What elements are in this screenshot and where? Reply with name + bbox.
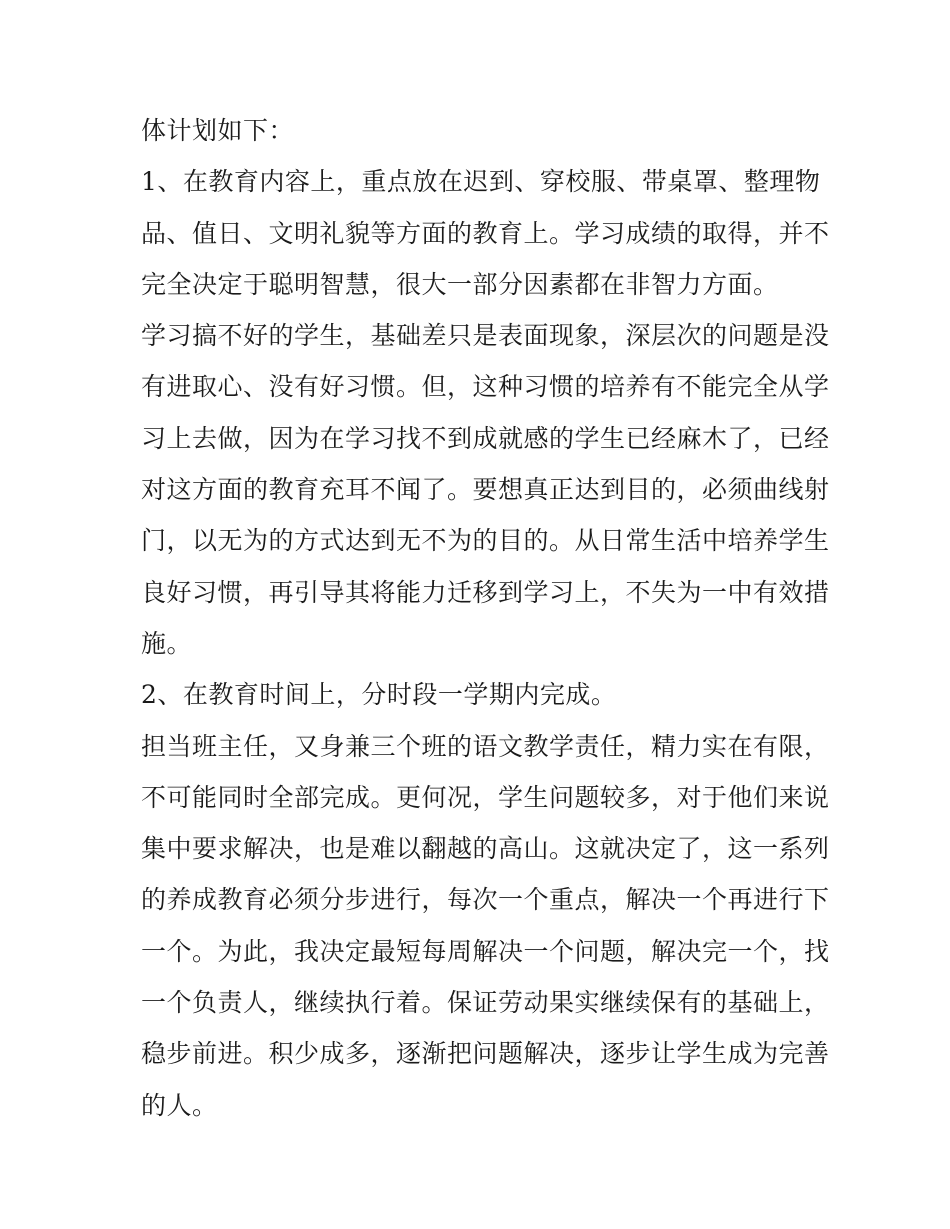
- text-line: 体计划如下：: [141, 116, 295, 145]
- text-line: 1、在教育内容上，重点放在迟到、穿校服、带桌罩、整理物: [141, 167, 821, 197]
- text-line: 对这方面的教育充耳不闻了。要想真正达到目的，必须曲线射: [141, 475, 830, 505]
- text-line: 集中要求解决，也是难以翻越的高山。这就决定了，这一系列: [141, 834, 830, 864]
- text-line: 一个。为此，我决定最短每周解决一个问题，解决完一个，找: [141, 936, 830, 966]
- text-line: 良好习惯，再引导其将能力迁移到学习上，不失为一中有效措: [141, 577, 830, 607]
- text-line: 品、值日、文明礼貌等方面的教育上。学习成绩的取得，并不: [141, 218, 830, 248]
- text-line: 有进取心、没有好习惯。但，这种习惯的培养有不能完全从学: [141, 372, 830, 402]
- text-line: 门，以无为的方式达到无不为的目的。从日常生活中培养学生: [141, 526, 830, 556]
- body-text: [141, 105, 830, 1131]
- text-line: 一个负责人，继续执行着。保证劳动果实继续保有的基础上，: [141, 988, 830, 1018]
- text-line: 2、在教育时间上，分时段一学期内完成。: [141, 680, 617, 710]
- text-line: 不可能同时全部完成。更何况，学生问题较多，对于他们来说: [141, 782, 830, 812]
- text-line: 的养成教育必须分步进行，每次一个重点，解决一个再进行下: [141, 885, 830, 915]
- text-line: 完全决定于聪明智慧，很大一部分因素都在非智力方面。: [141, 269, 779, 299]
- text-line: 担当班主任，又身兼三个班的语文教学责任，精力实在有限，: [141, 731, 830, 761]
- text-line: 习上去做，因为在学习找不到成就感的学生已经麻木了，已经: [141, 423, 830, 453]
- text-line: 的人。: [141, 1090, 218, 1120]
- text-line: 稳步前进。积少成多，逐渐把问题解决，逐步让学生成为完善: [141, 1039, 830, 1069]
- text-line: 施。: [141, 628, 193, 658]
- text-line: 学习搞不好的学生，基础差只是表面现象，深层次的问题是没: [141, 321, 830, 351]
